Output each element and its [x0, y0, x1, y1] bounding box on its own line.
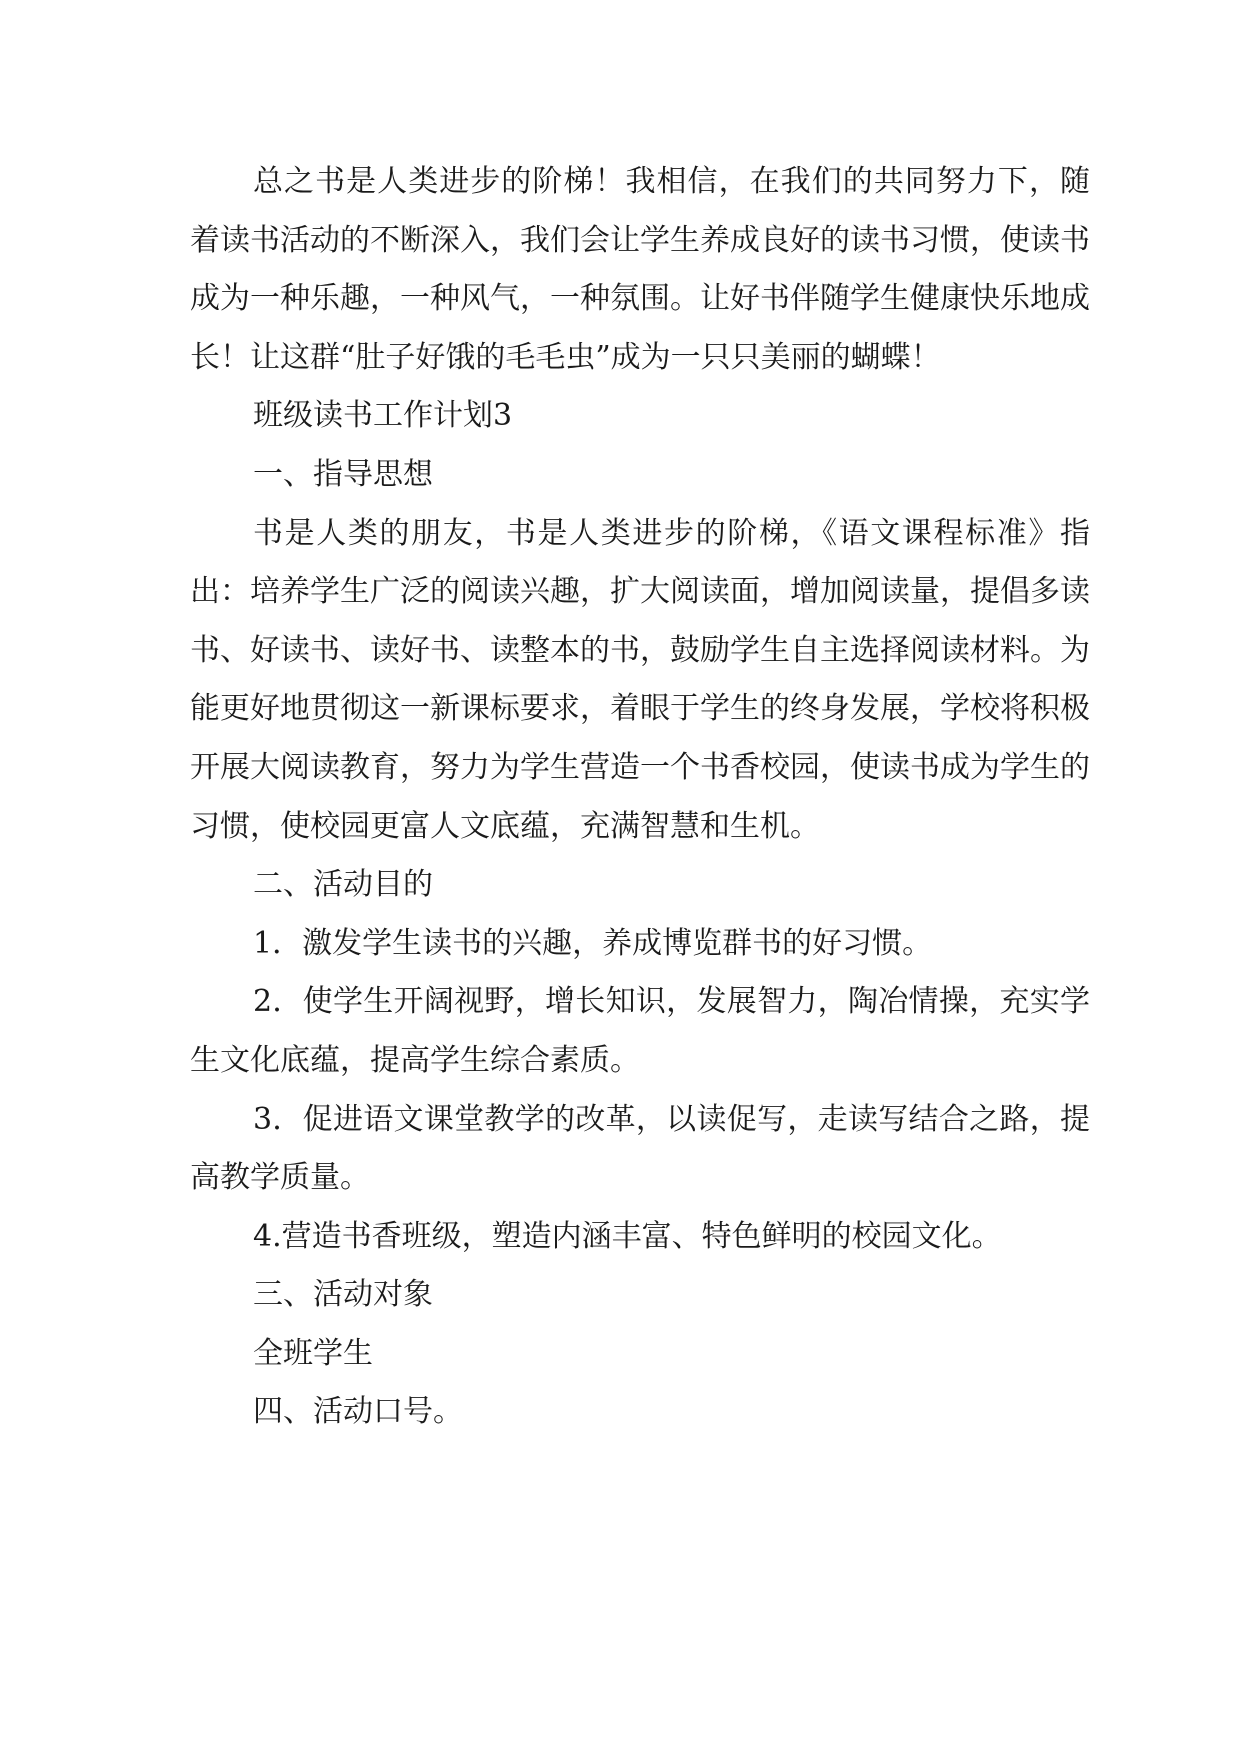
paragraph-activity-target: 全班学生: [253, 1335, 373, 1371]
purpose-item-2: 2．使学生开阔视野，增长知识，发展智力，陶冶情操，充实学生文化底蕴，提高学生综合素质。: [190, 984, 1090, 1078]
purpose-item-1: 1．激发学生读书的兴趣，养成博览群书的好习惯。: [253, 925, 933, 961]
purpose-item-4: 4.营造书香班级，塑造内涵丰富、特色鲜明的校园文化。: [253, 1218, 1002, 1254]
paragraph-guiding-ideology: 书是人类的朋友，书是人类进步的阶梯，《语文课程标准》指出：培养学生广泛的阅读兴趣，扩大阅读面，增加阅读量，提倡多读书、好读书、读好书、读整本的书，鼓励学生自主选择阅读材料。为能更好地贯彻这一新课标要求，着眼于学生的终身发展，学校将积极开展大阅读教育，努力为学生营造一个书香校园，使读书成为学生的习惯，使校园更富人文底蕴，充满智慧和生机。: [190, 515, 1090, 844]
purpose-item-3: 3．促进语文课堂教学的改革，以读促写，走读写结合之路，提高教学质量。: [190, 1101, 1090, 1196]
paragraph-conclusion: 总之书是人类进步的阶梯！我相信，在我们的共同努力下，随着读书活动的不断深入，我们会让学生养成良好的读书习惯，使读书成为一种乐趣，一种风气，一种氛围。让好书伴随学生健康快乐地成长！让这群“肚子好饿的毛毛虫”成为一只只美丽的蝴蝶！: [190, 164, 1090, 375]
heading-guiding-ideology: 一、指导思想: [253, 456, 433, 492]
section-heading-plan-3: 班级读书工作计划3: [253, 398, 513, 434]
heading-activity-slogan: 四、活动口号。: [253, 1394, 463, 1430]
heading-activity-purpose: 二、活动目的: [253, 867, 433, 903]
heading-activity-target: 三、活动对象: [253, 1277, 433, 1313]
document-body: [190, 153, 1090, 1442]
